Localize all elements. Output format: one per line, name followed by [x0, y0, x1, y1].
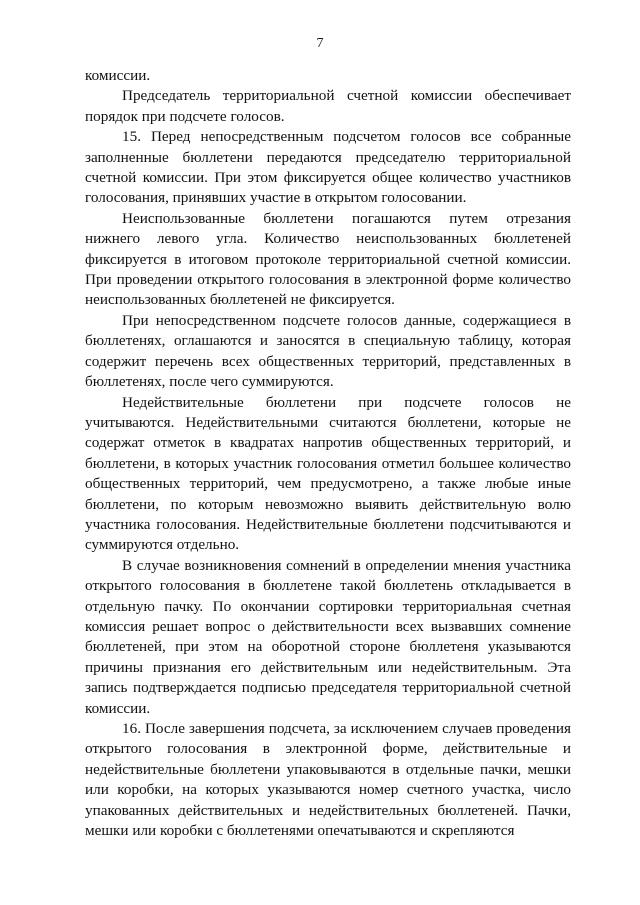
page-number: 7 [316, 36, 324, 51]
paragraph-item-15: 15. Перед непосредственным подсчетом голосов все собранные заполненные бюллетени передаются председателю территориальной счетной комиссии. При этом фиксируется общее количество участников голосования, принявших участие в открытом голосовании. [85, 128, 571, 207]
paragraph-item-16: 16. После завершения подсчета, за исключением случаев проведения открытого голосования в электронной форме, действительные и недействительные бюллетени упаковываются в отдельные пачки, мешки или коробки, на которых указываются номер счетного участка, число упакованных действительных и недействительных бюллетеней. Пачки, мешки или коробки с бюллетенями опечатываются и скрепляются [85, 720, 571, 840]
paragraph: Недействительные бюллетени при подсчете голосов не учитываются. Недействительными считаются бюллетени, которые не содержат отметок в квадратах напротив общественных территорий, и бюллетени, в которых участник голосования отметил большее количество общественных территорий, чем предусмотрено, а также любые иные бюллетени, по которым невозможно выявить действительную волю участника голосования. Недействительные бюллетени подсчитываются и суммируются отдельно. [85, 393, 571, 554]
paragraph: Неиспользованные бюллетени погашаются путем отрезания нижнего левого угла. Количество неиспользованных бюллетеней фиксируется в итоговом протоколе территориальной счетной комиссии. При проведении открытого голосования в электронной форме количество неиспользованных бюллетеней не фиксируется. [85, 209, 571, 309]
paragraph: При непосредственном подсчете голосов данные, содержащиеся в бюллетенях, оглашаются и заносятся в специальную таблицу, которая содержит перечень всех общественных территорий, представленных в бюллетенях, после чего суммируются. [85, 311, 571, 391]
paragraph-continuation: комиссии. [85, 67, 151, 84]
document-body [85, 66, 571, 841]
paragraph: Председатель территориальной счетной комиссии обеспечивает порядок при подсчете голосов. [85, 87, 571, 125]
paragraph: В случае возникновения сомнений в определении мнения участника открытого голосования в бюллетене такой бюллетень откладывается в отдельную пачку. По окончании сортировки территориальная счетная комиссия решает вопрос о действительности всех вызвавших сомнение бюллетеней, при этом на оборотной стороне бюллетеня указываются причины признания его действительным или недействительным. Эта запись подтверждается подписью председателя территориальной счетной комиссии. [85, 556, 571, 717]
